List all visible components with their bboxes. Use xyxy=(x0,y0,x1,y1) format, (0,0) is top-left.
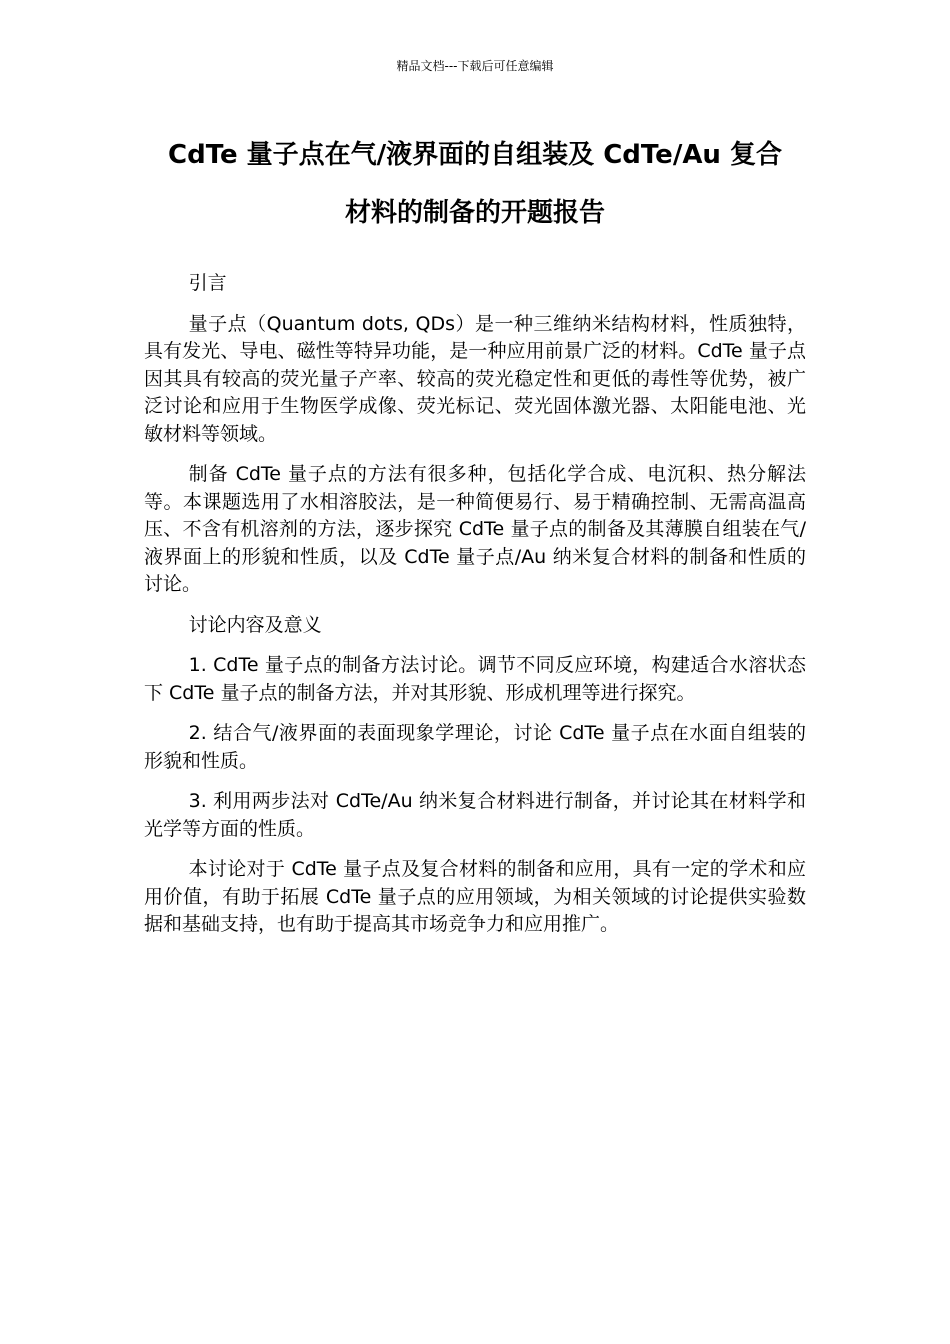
paragraph-conclusion: 本讨论对于 CdTe 量子点及复合材料的制备和应用，具有一定的学术和应用价值，有助于拓展 CdTe 量子点的应用领域，为相关领域的讨论提供实验数据和基础支持，也有助于提高其市场竞争力和应用推广。 xyxy=(144,858,806,935)
document-title-line-1: CdTe 量子点在气/液界面的自组装及 CdTe/Au 复合 xyxy=(168,140,782,170)
paragraph-item-3: 3. 利用两步法对 CdTe/Au 纳米复合材料进行制备，并讨论其在材料学和光学等方面的性质。 xyxy=(144,790,806,840)
document-title-line-2: 材料的制备的开题报告 xyxy=(344,198,605,228)
section-heading-intro: 引言 xyxy=(188,272,227,294)
header-note: 精品文档---下载后可任意编辑 xyxy=(396,59,554,73)
section-heading-content: 讨论内容及意义 xyxy=(188,613,322,636)
paragraph-intro-1: 量子点（Quantum dots, QDs）是一种三维纳米结构材料，性质独特，具有发光、导电、磁性等特异功能，是一种应用前景广泛的材料。CdTe 量子点因其具有较高的荧光量子产率、较高的荧光稳定性和更低的毒性等优势，被广泛讨论和应用于生物医学成像、荧光标记、荧光固体激光器、太阳能电池、光敏材料等领域。 xyxy=(144,312,806,445)
paragraph-item-2: 2. 结合气/液界面的表面现象学理论，讨论 CdTe 量子点在水面自组装的形貌和性质。 xyxy=(144,722,806,772)
paragraph-intro-2: 制备 CdTe 量子点的方法有很多种，包括化学合成、电沉积、热分解法等。本课题选用了水相溶胶法，是一种简便易行、易于精确控制、无需高温高压、不含有机溶剂的方法，逐步探究 CdTe 量子点的制备及其薄膜自组装在气/液界面上的形貌和性质，以及 CdTe 量子点/Au 纳米复合材料的制备和性质的讨论。 xyxy=(144,463,806,595)
document-body xyxy=(144,270,806,952)
paragraph-item-1: 1. CdTe 量子点的制备方法讨论。调节不同反应环境，构建适合水溶状态下 CdTe 量子点的制备方法，并对其形貌、形成机理等进行探究。 xyxy=(144,654,806,704)
